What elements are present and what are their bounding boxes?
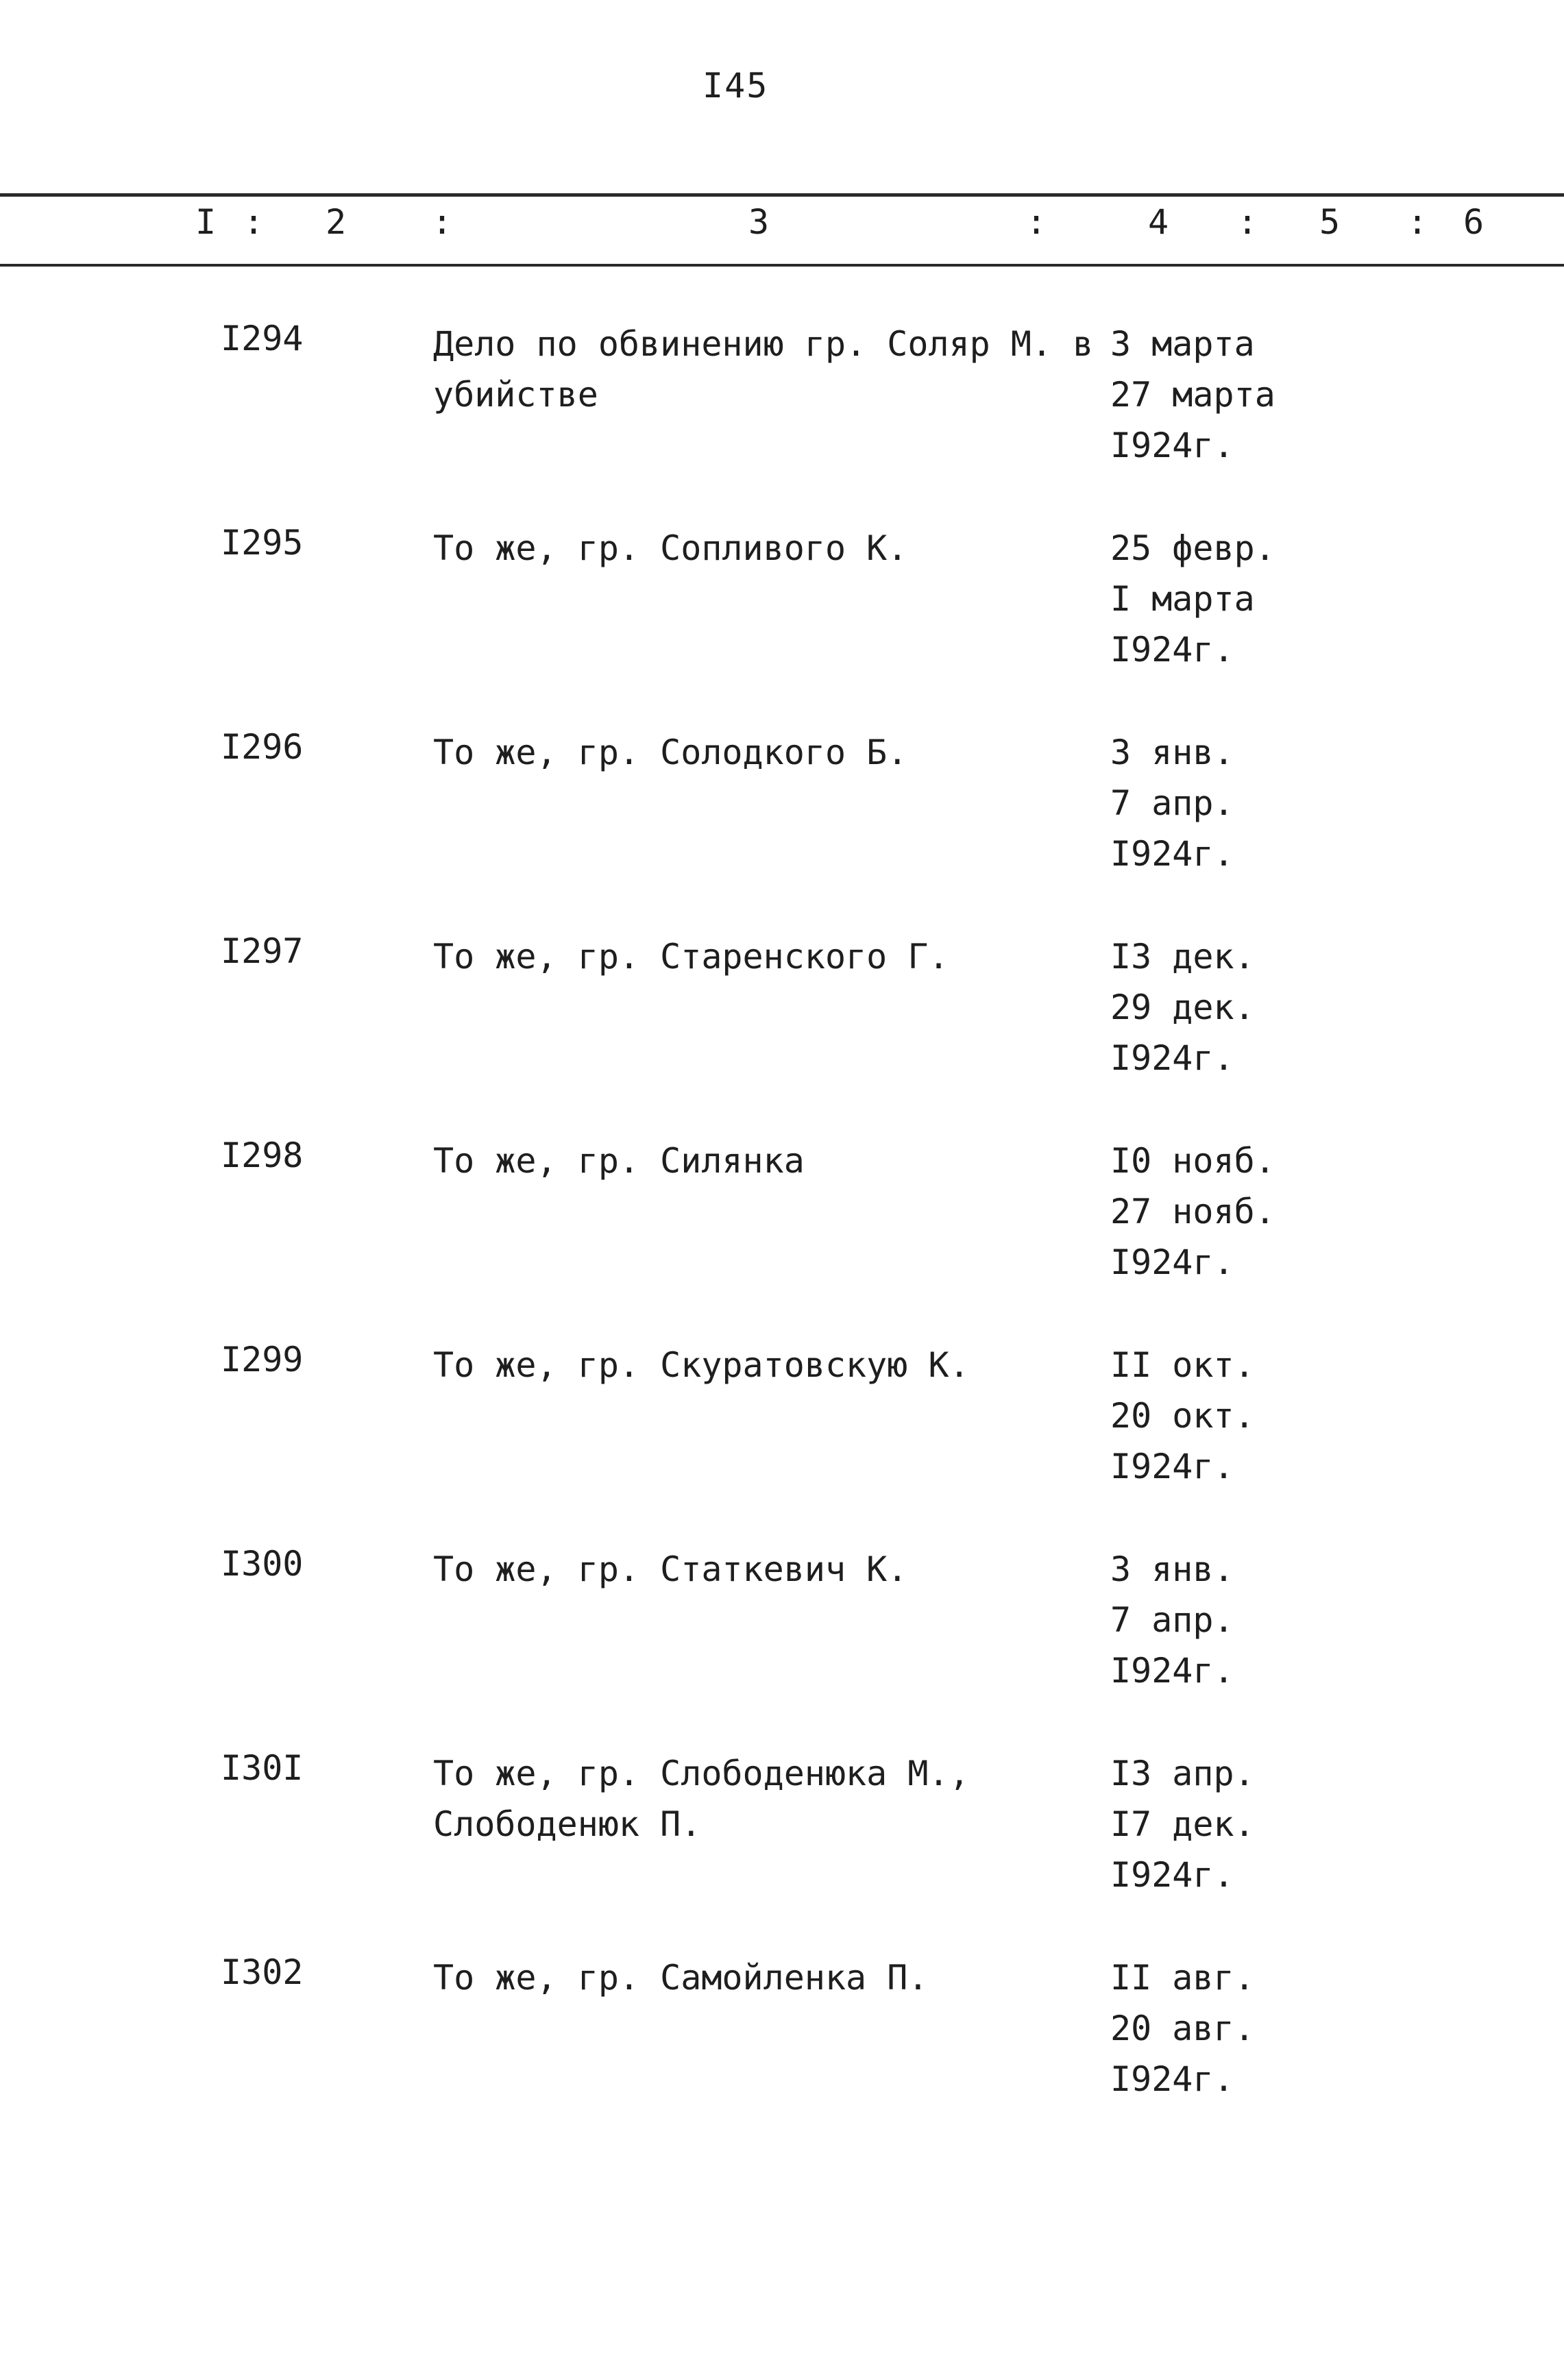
list-item bbox=[0, 1952, 1564, 2158]
entry-year: I924г. bbox=[1110, 1651, 1234, 1691]
entry-dates bbox=[1110, 319, 1275, 471]
list-item bbox=[0, 319, 1564, 524]
entry-start-date: 3 янв. bbox=[1110, 1549, 1234, 1589]
list-item bbox=[0, 523, 1564, 728]
entry-end-date: 27 марта bbox=[1110, 375, 1275, 415]
list-item bbox=[0, 931, 1564, 1137]
column-separator: : bbox=[432, 202, 453, 242]
entry-start-date: II авг. bbox=[1110, 1958, 1255, 1998]
entry-description bbox=[433, 727, 1050, 778]
entry-dates bbox=[1110, 931, 1255, 1083]
entry-number: I296 bbox=[221, 727, 304, 767]
entry-dates bbox=[1110, 1748, 1255, 1900]
entry-dates bbox=[1110, 1544, 1234, 1696]
entry-start-date: 25 февр. bbox=[1110, 528, 1275, 568]
entry-year: I924г. bbox=[1110, 834, 1234, 874]
header-bottom-rule bbox=[0, 264, 1564, 267]
entry-end-date: I7 дек. bbox=[1110, 1804, 1255, 1844]
column-header-6: 6 bbox=[1463, 202, 1484, 242]
entry-year: I924г. bbox=[1110, 2059, 1234, 2099]
list-item bbox=[0, 727, 1564, 933]
entry-start-date: 3 марта bbox=[1110, 324, 1255, 364]
entry-dates bbox=[1110, 1952, 1255, 2105]
column-header-4: 4 bbox=[1148, 202, 1169, 242]
entry-description bbox=[433, 319, 1094, 420]
column-header-5: 5 bbox=[1319, 202, 1341, 242]
entry-year: I924г. bbox=[1110, 426, 1234, 465]
entry-year: I924г. bbox=[1110, 1855, 1234, 1895]
entry-description-line: То же, гр. Слободенюка М., bbox=[433, 1754, 970, 1793]
entry-start-date: 3 янв. bbox=[1110, 733, 1234, 772]
entry-end-date: 20 авг. bbox=[1110, 2009, 1255, 2048]
entry-description bbox=[433, 1544, 1050, 1595]
entry-end-date: 20 окт. bbox=[1110, 1396, 1255, 1436]
entry-description-line: То же, гр. Самойленка П. bbox=[433, 1958, 929, 1998]
entry-description-line: Дело по обвинению гр. Соляр М. в bbox=[433, 324, 1094, 364]
list-item bbox=[0, 1544, 1564, 1750]
entry-end-date: 7 апр. bbox=[1110, 783, 1234, 823]
entry-number: I298 bbox=[221, 1136, 304, 1175]
column-header-1: I bbox=[195, 202, 217, 242]
entry-number: I302 bbox=[221, 1952, 304, 1992]
entry-description-line: То же, гр. Статкевич К. bbox=[433, 1549, 908, 1589]
entry-description bbox=[433, 1748, 1050, 1850]
column-separator: : bbox=[1237, 202, 1258, 242]
entry-year: I924г. bbox=[1110, 1447, 1234, 1486]
entry-end-date: 7 апр. bbox=[1110, 1600, 1234, 1640]
entry-dates bbox=[1110, 523, 1275, 675]
entry-description-line: убийстве bbox=[433, 375, 598, 415]
page-number: I45 bbox=[702, 66, 769, 106]
column-separator: : bbox=[243, 202, 265, 242]
list-item bbox=[0, 1136, 1564, 1341]
column-separator: : bbox=[1026, 202, 1047, 242]
entry-number: I294 bbox=[221, 319, 304, 358]
entry-description bbox=[433, 1340, 1050, 1390]
header-top-rule bbox=[0, 193, 1564, 197]
entry-year: I924г. bbox=[1110, 1242, 1234, 1282]
entry-description-line: То же, гр. Старенского Г. bbox=[433, 937, 949, 977]
entry-dates bbox=[1110, 1136, 1275, 1288]
column-header-3: 3 bbox=[748, 202, 770, 242]
entry-year: I924г. bbox=[1110, 1038, 1234, 1078]
entry-description-line: То же, гр. Силянка bbox=[433, 1141, 805, 1181]
entry-start-date: I0 нояб. bbox=[1110, 1141, 1275, 1181]
entry-end-date: 29 дек. bbox=[1110, 987, 1255, 1027]
entry-description-line: Слободенюк П. bbox=[433, 1804, 702, 1844]
entry-start-date: I3 апр. bbox=[1110, 1754, 1255, 1793]
entry-description-line: То же, гр. Сопливого К. bbox=[433, 528, 908, 568]
column-separator: : bbox=[1407, 202, 1428, 242]
entry-number: I299 bbox=[221, 1340, 304, 1379]
entry-description-line: То же, гр. Скуратовскую К. bbox=[433, 1345, 970, 1385]
entry-number: I297 bbox=[221, 931, 304, 971]
list-item bbox=[0, 1340, 1564, 1545]
entry-year: I924г. bbox=[1110, 630, 1234, 670]
entry-description bbox=[433, 1136, 1050, 1186]
entry-dates bbox=[1110, 1340, 1255, 1492]
entry-start-date: II окт. bbox=[1110, 1345, 1255, 1385]
entry-number: I295 bbox=[221, 523, 304, 563]
entry-end-date: I марта bbox=[1110, 579, 1255, 619]
entry-end-date: 27 нояб. bbox=[1110, 1192, 1275, 1231]
entry-start-date: I3 дек. bbox=[1110, 937, 1255, 977]
entry-description-line: То же, гр. Солодкого Б. bbox=[433, 733, 908, 772]
entry-dates bbox=[1110, 727, 1234, 879]
list-item bbox=[0, 1748, 1564, 1954]
entry-description bbox=[433, 523, 1050, 574]
entry-number: I30I bbox=[221, 1748, 304, 1788]
column-header-2: 2 bbox=[326, 202, 347, 242]
entry-description bbox=[433, 1952, 1050, 2003]
entry-number: I300 bbox=[221, 1544, 304, 1584]
entry-description bbox=[433, 931, 1050, 982]
